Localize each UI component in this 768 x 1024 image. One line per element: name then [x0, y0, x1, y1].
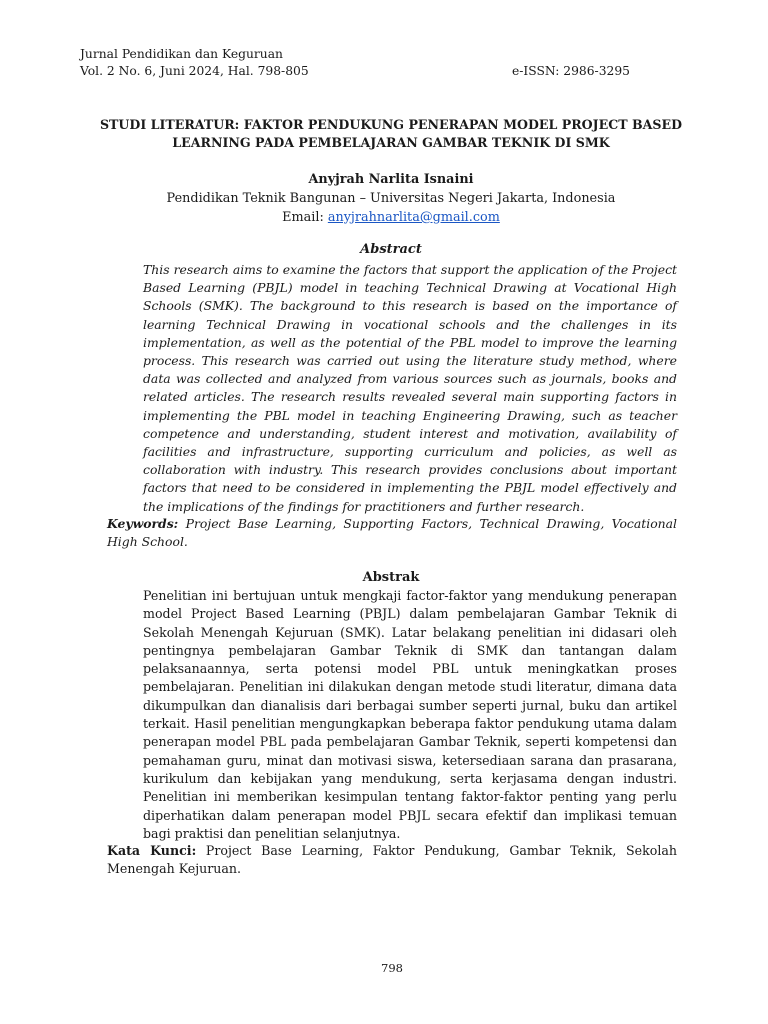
- author-affiliation: Pendidikan Teknik Bangunan – Universitas Negeri Jakarta, Indonesia: [166, 191, 616, 206]
- email-label: Email:: [282, 210, 328, 225]
- paper-title: [80, 116, 702, 152]
- abstrak-heading: Abstrak: [362, 570, 420, 585]
- volume-info: Vol. 2 No. 6, Juni 2024, Hal. 798-805: [80, 64, 309, 78]
- issn: e-ISSN: 2986-3295: [511, 64, 630, 78]
- page-number: 798: [381, 961, 403, 975]
- author-email-line: [80, 208, 702, 227]
- paper-title-line-1: STUDI LITERATUR: FAKTOR PENDUKUNG PENERAPAN MODEL PROJECT BASED: [99, 117, 683, 132]
- keywords: [107, 515, 677, 551]
- keywords-label: Keywords:: [107, 516, 179, 531]
- journal-meta-row: [80, 63, 640, 80]
- paper-title-line-2: LEARNING PADA PEMBELAJARAN GAMBAR TEKNIK DI SMK: [172, 135, 610, 150]
- abstrak-body: Penelitian ini bertujuan untuk mengkaji factor-faktor yang mendukung penerapan model Project Based Learning (PBJL) dalam pembelajaran Gambar Teknik di Sekolah Menengah Kejuruan (SMK). Latar belakang penelitian ini didasari oleh pentingnya pembelajaran Gambar Teknik di SMK dan tantangan dalam pelaksanaannya, serta potensi model PBL untuk meningkatkan proses pembelajaran. Penelitian ini dilakukan dengan metode studi literatur, dimana data dikumpulkan dan dianalisis dari berbagai sumber seperti jurnal, buku dan artikel terkait. Hasil penelitian mengungkapkan beberapa faktor pendukung utama dalam penerapan model PBL pada pembelajaran Gambar Teknik, seperti kompetensi dan pemahaman guru, minat dan motivasi siswa, ketersediaan sarana dan prasarana, kurikulum dan kebijakan yang mendukung, serta kerjasama dengan industri. Penelitian ini memberikan kesimpulan tentang faktor-faktor penting yang perlu diperhatikan dalam penerapan model PBJL secara efektif dan implikasi temuan bagi praktisi dan penelitian selanjutnya.: [143, 588, 677, 841]
- email-link[interactable]: anyjrahnarlita@gmail.com: [327, 210, 500, 225]
- kata-kunci-text: Project Base Learning, Faktor Pendukung, Gambar Teknik, Sekolah Menengah Kejuruan.: [107, 843, 677, 877]
- journal-name: Jurnal Pendidikan dan Keguruan: [80, 47, 283, 61]
- abstract-body: This research aims to examine the factors that support the application of the Project Based Learning (PBJL) model in teaching Technical Drawing at Vocational High Schools (SMK). The background to this research is based on the importance of learning Technical Drawing in vocational schools and the challenges in its implementation, as well as the potential of the PBL model to improve the learning process. This research was carried out using the literature study method, where data was collected and analyzed from various sources such as journals, books and related articles. The research results revealed several main supporting factors in implementing the PBL model in teaching Engineering Drawing, such as teacher competence and understanding, student interest and motivation, availability of facilities and infrastructure, supporting curriculum and policies, as well as collaboration with industry. This research provides conclusions about important factors that need to be considered in implementing the PBJL model effectively and the implications of the findings for practitioners and further research.: [143, 262, 677, 514]
- abstract-heading: Abstract: [360, 242, 422, 257]
- kata-kunci: [107, 842, 677, 879]
- kata-kunci-label: Kata Kunci:: [107, 843, 197, 858]
- keywords-text: Project Base Learning, Supporting Factors, Technical Drawing, Vocational High School.: [107, 516, 677, 550]
- journal-header: [80, 46, 640, 80]
- author-block: [80, 170, 702, 227]
- author-name: Anyjrah Narlita Isnaini: [308, 172, 474, 187]
